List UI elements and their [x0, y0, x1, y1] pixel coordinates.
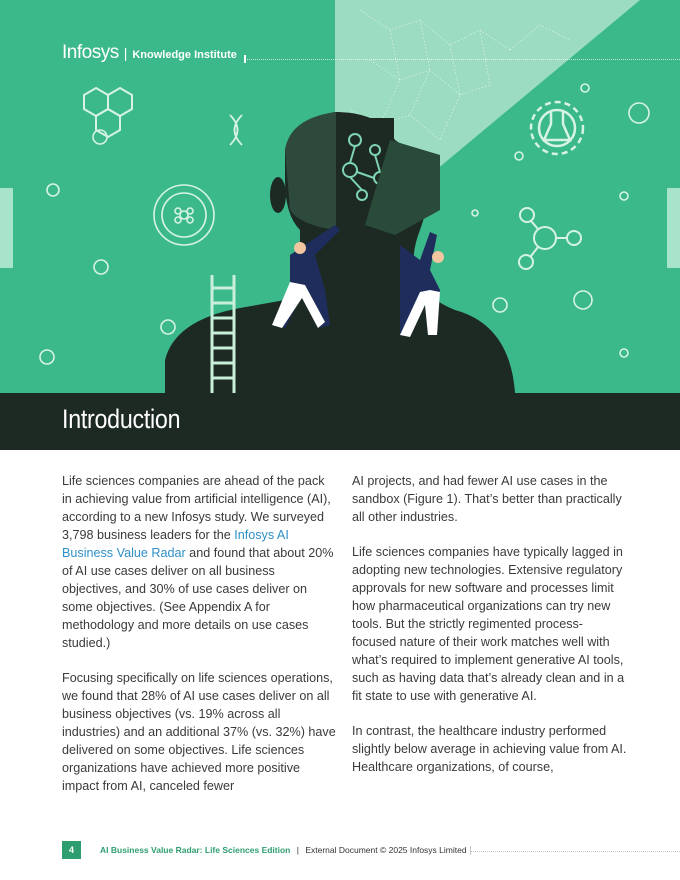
head-highlight: [285, 112, 336, 230]
footer-dotted-rule: [470, 851, 680, 852]
radar-report-link[interactable]: Infosys AI Business Value Radar: [62, 528, 289, 560]
institute-name: Knowledge Institute: [132, 49, 237, 61]
brand-header: [62, 42, 237, 64]
atom-icon: [154, 185, 214, 245]
paragraph: AI projects, and had fewer AI use cases in the sandbox (Figure 1). That’s better than practically all other industries.: [352, 474, 622, 524]
paragraph: [62, 472, 337, 652]
section-title: Introduction: [62, 404, 181, 434]
paragraph-text: Life sciences companies are ahead of the pack in achieving value from artificial intelligence (AI), according to a new Infosys study. We surveyed 3,798 business leaders for the: [62, 474, 331, 542]
gear-flask-icon: [531, 102, 583, 154]
ear: [270, 177, 286, 213]
paragraph-text: and found that about 20% of AI use cases deliver on all business objectives, and 30% of use cases deliver on some objectives. (See Appendix A for methodology and more details on use cases studied.): [62, 546, 334, 650]
header-dotted-rule: [247, 59, 680, 60]
body-column-right: [352, 472, 627, 793]
brand-separator: |: [123, 45, 128, 61]
infosys-logo: Infosys: [62, 42, 119, 63]
footer-doc-title: AI Business Value Radar: Life Sciences Edition: [100, 845, 291, 855]
molecule-chain-icon: [519, 208, 581, 269]
molecule-hexagon-icon: [84, 88, 132, 137]
paragraph: Focusing specifically on life sciences operations, we found that 28% of AI use cases deliver on all business objectives (vs. 19% across all industries) and an additional 37% (vs. 32%) have delivered on some objectives. Life sciences organizations have achieved more positive impact from AI, canceled fewer: [62, 671, 336, 793]
right-edge-tab: [667, 188, 680, 268]
page-number: 4: [62, 841, 81, 859]
header-rule-cap: [244, 55, 246, 63]
hero-illustration: [0, 0, 680, 393]
left-edge-tab: [0, 188, 13, 268]
footer-separator: |: [296, 845, 299, 855]
footer-text: [100, 845, 467, 855]
paragraph: In contrast, the healthcare industry performed slightly below average in achieving value from AI. Healthcare organizations, of course,: [352, 724, 627, 774]
paragraph: Life sciences companies have typically lagged in adopting new technologies. Extensive regulatory approvals for new software and processes limit how pharmaceutical organizations can try new tools. But the strictly regimented process-focused nature of their work matches well with what’s required to implement generative AI tools, such as having data that’s already clean and in a fit state to use with generative AI.: [352, 545, 625, 703]
dna-icon: [230, 115, 242, 145]
footer-notice: External Document © 2025 Infosys Limited: [305, 845, 467, 855]
body-column-left: [62, 472, 337, 812]
